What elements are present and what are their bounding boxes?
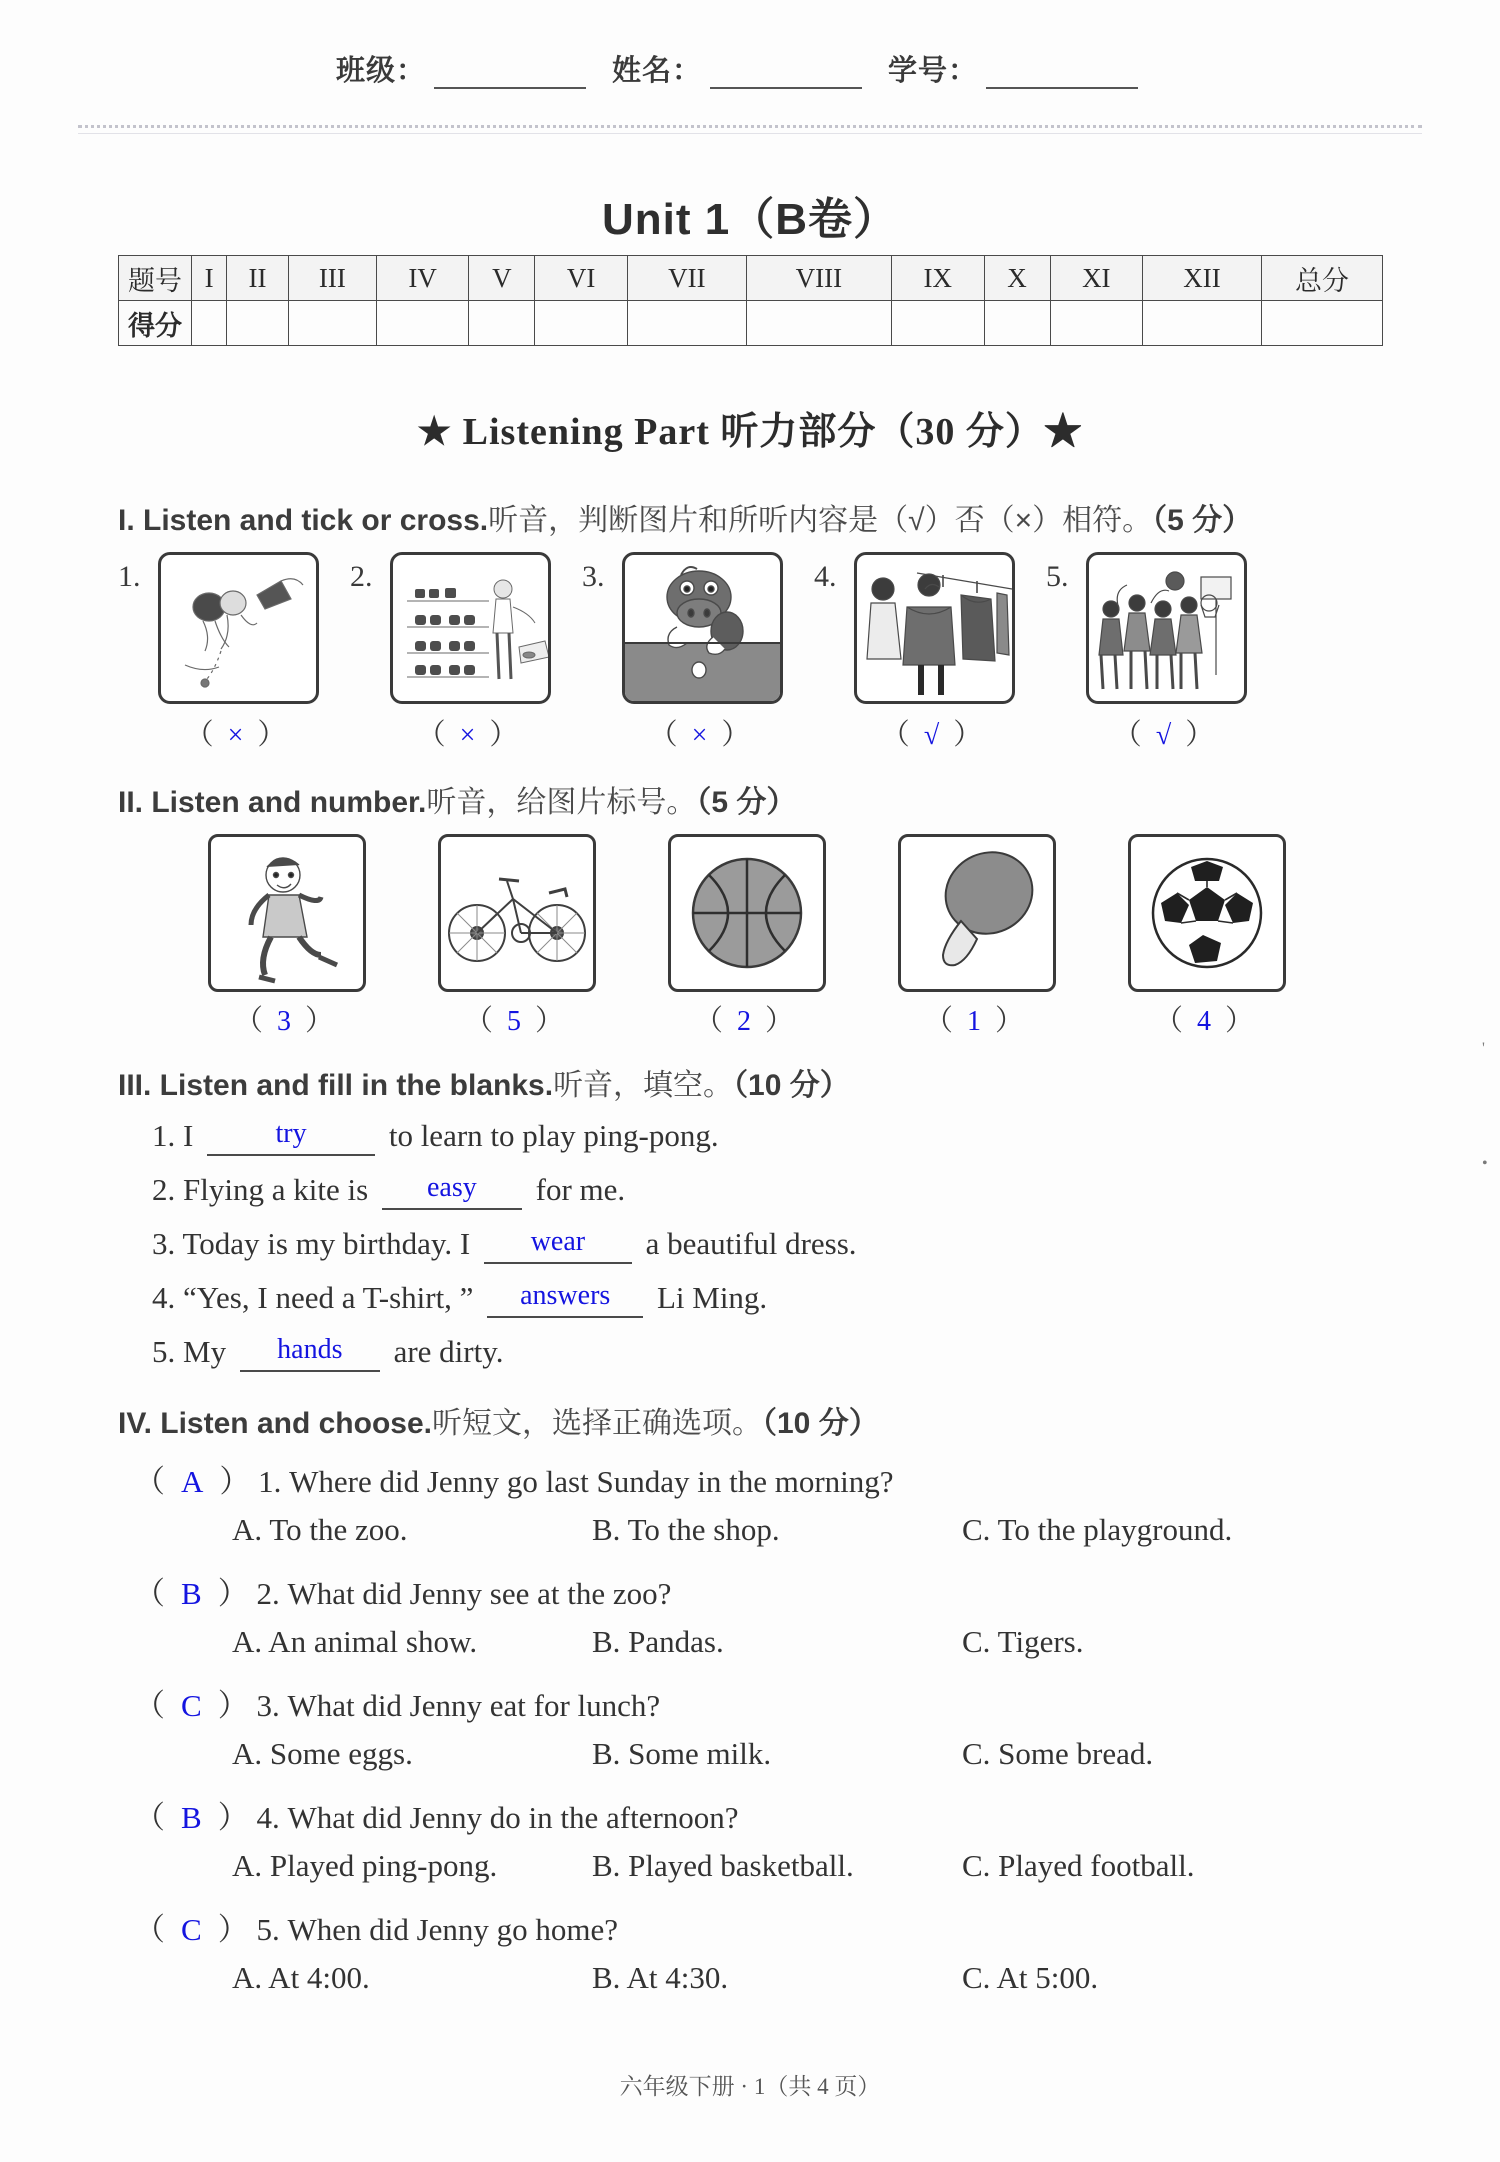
section-1-heading [118,495,1252,539]
s3-item-4-answer: answers [520,1280,611,1311]
picture-playing-basketball [1086,552,1247,704]
s1-answer-1[interactable]: （ × ） [184,719,287,751]
s4-q5-options [232,1960,1462,1996]
score-cell-12[interactable] [1143,301,1262,346]
s1-item-5-number: 5. [1046,560,1069,593]
picture-people-running-kite [158,552,319,704]
section-1-picture-row [118,552,1418,752]
section-4-heading [118,1398,879,1442]
s1-answer-2[interactable]: （ × ） [416,719,519,751]
s3-item-3 [152,1226,857,1264]
s3-item-1-before: I [183,1118,194,1153]
s1-item-4-number: 4. [814,560,837,593]
col-3: III [288,256,376,301]
name-label: 姓名： [611,55,702,87]
s3-item-4-after: Li Ming. [656,1280,768,1315]
s4-q2-number: 2. [256,1576,280,1611]
col-4: IV [376,256,468,301]
s4-q2-option-b[interactable]: B. Pandas. [592,1624,724,1659]
section-2-title-en: II. Listen and number. [118,786,427,819]
col-12: XII [1143,256,1262,301]
s4-q4-option-c[interactable]: C. Played football. [962,1848,1195,1883]
s4-question-1[interactable]: （ A ） 1. Where did Jenny go last Sunday in the morning? [134,1464,894,1499]
s3-item-1-number: 1. [152,1118,176,1153]
section-4-title-cn: 听短文，选择正确选项。 [431,1407,762,1440]
s3-item-3-answer: wear [530,1226,586,1257]
col-9: IX [892,256,984,301]
col-6: VI [535,256,627,301]
s2-answer-5-number: 4 [1197,1006,1211,1037]
s4-q2-answer: B [181,1576,202,1611]
s3-item-3-number: 3. [152,1226,176,1261]
picture-shoe-shop [390,552,551,704]
section-4-points: （10 分） [761,1407,879,1440]
s4-question-2[interactable]: （ B ） 2. What did Jenny see at the zoo? [134,1576,672,1611]
s3-item-4-before: “Yes, I need a T-shirt, ” [183,1280,474,1315]
s1-item-2-number: 2. [350,560,373,593]
s3-item-1-answer: try [275,1118,307,1149]
score-cell-2[interactable] [227,301,289,346]
score-cell-4[interactable] [376,301,468,346]
s2-answer-3-number: 2 [737,1006,751,1037]
section-3-points: （10 分） [733,1069,850,1102]
picture-boy-running [208,834,366,992]
s3-item-2 [152,1172,625,1210]
s3-item-2-answer: easy [427,1172,477,1203]
s4-q5-answer: C [181,1912,202,1947]
s4-q2-option-c[interactable]: C. Tigers. [962,1624,1084,1659]
dotted-divider [78,125,1422,128]
section-3-title-en: III. Listen and fill in the blanks. [118,1069,554,1102]
s4-q3-text: What did Jenny eat for lunch? [287,1688,661,1723]
s4-q2-option-a[interactable]: A. An animal show. [232,1624,478,1659]
col-5: V [469,256,535,301]
col-8: VIII [746,256,891,301]
s4-question-5[interactable]: （ C ） 5. When did Jenny go home? [134,1912,619,1947]
score-cell-7[interactable] [627,301,746,346]
s2-answer-4[interactable]: （ 1 ） [923,1005,1025,1037]
section-4-title-en: IV. Listen and choose. [118,1407,432,1440]
s1-answer-2-mark: × [459,720,476,751]
score-cell-8[interactable] [746,301,891,346]
s3-item-4-number: 4. [152,1280,176,1315]
s2-answer-1-number: 3 [277,1006,291,1037]
s4-q1-answer: A [181,1464,204,1499]
s4-q5-option-a[interactable]: A. At 4:00. [232,1960,370,1995]
score-cell-1[interactable] [192,301,227,346]
col-11: XI [1050,256,1142,301]
s3-item-5-number: 5. [152,1334,176,1369]
s4-q2-text: What did Jenny see at the zoo? [287,1576,672,1611]
s3-item-1 [152,1118,719,1156]
s3-item-1-blank[interactable] [207,1118,375,1156]
page-title: Unit 1（B卷） [602,195,898,244]
student-id-field [888,48,1138,89]
s4-question-4[interactable]: （ B ） 4. What did Jenny do in the afternoon? [134,1800,739,1835]
class-blank[interactable] [434,61,586,89]
s3-item-4 [152,1280,767,1318]
score-cell-9[interactable] [892,301,984,346]
row-label-score: 得分 [119,301,192,346]
col-10: X [984,256,1050,301]
s3-item-5-before: My [183,1334,227,1369]
s4-q3-options [232,1736,1462,1772]
s4-q3-option-b[interactable]: B. Some milk. [592,1736,772,1771]
margin-mark-2: • [1482,1155,1488,1172]
section-2-picture-row [118,834,1418,1044]
section-1-title-en: I. Listen and tick or cross. [118,504,489,537]
picture-ping-pong-paddle [898,834,1056,992]
name-blank[interactable] [710,61,862,89]
s3-item-5-answer: hands [277,1334,343,1365]
s1-answer-4-mark: √ [923,720,940,751]
score-cell-5[interactable] [469,301,535,346]
s4-q3-option-a[interactable]: A. Some eggs. [232,1736,413,1771]
s3-item-3-blank[interactable] [484,1226,632,1264]
name-field [612,48,862,89]
s2-answer-4-number: 1 [967,1006,981,1037]
s1-item-1-number: 1. [118,560,141,593]
s4-q1-option-b[interactable]: B. To the shop. [592,1512,780,1547]
s4-q3-number: 3. [256,1688,280,1723]
s2-answer-2[interactable]: （ 5 ） [463,1005,565,1037]
s1-answer-5[interactable]: （ √ ） [1112,719,1215,751]
picture-football [1128,834,1286,992]
s4-q1-option-a[interactable]: A. To the zoo. [232,1512,408,1547]
section-3-title-cn: 听音，填空。 [553,1069,734,1102]
student-id-blank[interactable] [986,61,1138,89]
s1-answer-3[interactable]: （ × ） [648,719,751,751]
col-2: II [227,256,289,301]
s4-q4-text: What did Jenny do in the afternoon? [287,1800,739,1835]
s3-item-1-after: to learn to play ping-pong. [388,1118,719,1153]
s3-item-4-blank[interactable] [487,1280,643,1318]
picture-hippo-ping-pong [622,552,783,704]
s4-q3-answer: C [181,1688,202,1723]
student-id-label: 学号： [888,55,979,87]
score-cell-11[interactable] [1050,301,1142,346]
section-1-title-cn: 听音，判断图片和所听内容是（√）否（×）相符。 [488,504,1153,537]
class-field [336,48,586,89]
picture-bicycle [438,834,596,992]
s1-item-3-number: 3. [582,560,605,593]
s3-item-5 [152,1334,503,1372]
table-row-question-numbers [119,256,1383,301]
s2-answer-2-number: 5 [507,1006,521,1037]
s4-q5-number: 5. [256,1912,280,1947]
col-1: I [192,256,227,301]
listening-part-banner: ★ Listening Part 听力部分（30 分）★ [417,411,1083,453]
s4-q1-text: Where did Jenny go last Sunday in the morning? [289,1464,894,1499]
s4-q4-number: 4. [256,1800,280,1835]
s2-answer-5[interactable]: （ 4 ） [1153,1005,1255,1037]
s1-answer-3-mark: × [691,720,708,751]
s4-q4-options [232,1848,1462,1884]
s3-item-2-after: for me. [535,1172,626,1207]
s4-q5-option-c[interactable]: C. At 5:00. [962,1960,1099,1995]
s4-q4-option-a[interactable]: A. Played ping-pong. [232,1848,498,1883]
s4-q4-answer: B [181,1800,202,1835]
col-total: 总分 [1262,256,1383,301]
score-cell-total[interactable] [1262,301,1383,346]
section-2-title-cn: 听音，给图片标号。 [426,786,697,819]
s4-q4-option-b[interactable]: B. Played basketball. [592,1848,854,1883]
s3-item-2-before: Flying a kite is [183,1172,369,1207]
s2-answer-1[interactable]: （ 3 ） [233,1005,335,1037]
class-label: 班级： [335,55,426,87]
s4-q1-number: 1. [258,1464,282,1499]
score-cell-10[interactable] [984,301,1050,346]
section-3-heading [118,1060,850,1104]
s4-q1-option-c[interactable]: C. To the playground. [962,1512,1233,1547]
picture-basketball [668,834,826,992]
s3-item-3-before: Today is my birthday. I [182,1226,471,1261]
section-2-heading [118,777,796,821]
thin-divider [78,133,1422,134]
s4-q5-option-b[interactable]: B. At 4:30. [592,1960,729,1995]
s3-item-3-after: a beautiful dress. [645,1226,857,1261]
score-cell-6[interactable] [535,301,627,346]
section-2-points: （5 分） [696,786,797,819]
s1-answer-5-mark: √ [1155,720,1172,751]
s3-item-2-blank[interactable] [382,1172,522,1210]
page-footer: 六年级下册 · 1（共 4 页） [619,2074,881,2099]
s4-q2-options [232,1624,1462,1660]
score-table [118,255,1383,346]
score-cell-3[interactable] [288,301,376,346]
student-info-header [0,48,1500,89]
s4-q5-text: When did Jenny go home? [287,1912,619,1947]
s3-item-5-blank[interactable] [240,1334,380,1372]
table-row-scores [119,301,1383,346]
s1-answer-4[interactable]: （ √ ） [880,719,983,751]
picture-buying-clothes [854,552,1015,704]
margin-mark-1: ' [1482,1040,1485,1057]
s3-item-5-after: are dirty. [393,1334,504,1369]
s1-answer-1-mark: × [227,720,244,751]
col-7: VII [627,256,746,301]
row-label-question: 题号 [119,256,192,301]
s2-answer-3[interactable]: （ 2 ） [693,1005,795,1037]
s3-item-2-number: 2. [152,1172,176,1207]
s4-q3-option-c[interactable]: C. Some bread. [962,1736,1154,1771]
s4-q1-options [232,1512,1462,1548]
section-1-points: （5 分） [1152,504,1253,537]
s4-question-3[interactable]: （ C ） 3. What did Jenny eat for lunch? [134,1688,661,1723]
